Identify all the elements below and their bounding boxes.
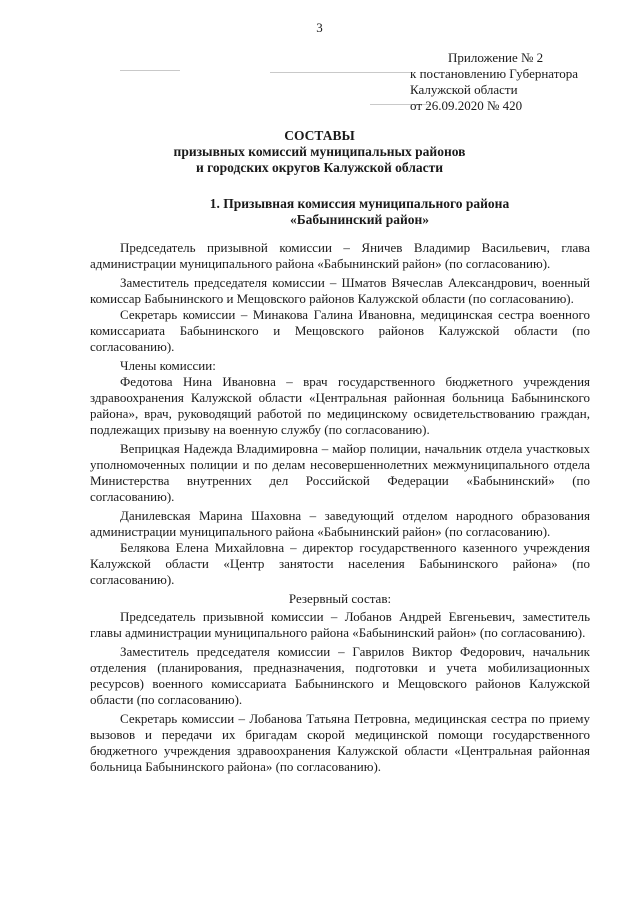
paragraph-reserve-deputy: Заместитель председателя комиссии – Гаврилов Виктор Федорович, начальник отделения (планирования, предназначения, подготовки и учета мобилизационных ресурсов) военного комиссариата Бабынинского и Мещовского районов Калужской области (по согласованию). [90, 644, 590, 707]
paragraph-member-4: Белякова Елена Михайловна – директор государственного казенного учреждения Калужской области «Центр занятости населения Бабынинского района» (по согласованию). [90, 540, 590, 587]
appendix-decree: к постановлению Губернатора [410, 66, 579, 81]
page-number: 3 [316, 20, 323, 35]
document-body [90, 240, 590, 778]
section-heading-line2: «Бабынинский район» [289, 212, 430, 227]
scan-artifact-line [270, 72, 410, 73]
paragraph-member-1: Федотова Нина Ивановна – врач государственного бюджетного учреждения здравоохранения Калужской области «Центральная районная больница Бабынинского района», врач, руководящий работой по медицинскому освидетельствованию граждан, подлежащих призыву на военную службу (по согласованию). [90, 374, 590, 437]
appendix-date: от 26.09.2020 № 420 [410, 98, 523, 113]
section-heading-line1: 1. Призывная комиссия муниципального района [209, 196, 510, 211]
document-subtitle-line1: призывных комиссий муниципальных районов [173, 144, 466, 159]
appendix-region: Калужской области [410, 82, 518, 97]
document-subtitle-line2: и городских округов Калужской области [195, 160, 444, 175]
paragraph-deputy: Заместитель председателя комиссии – Шматов Вячеслав Александрович, военный комиссар Бабынинского и Мещовского районов Калужской области (по согласованию). [90, 275, 590, 306]
paragraph-member-3: Данилевская Марина Шаховна – заведующий отделом народного образования администрации муниципального района «Бабынинский район» (по согласованию). [90, 508, 590, 539]
appendix-header [410, 50, 620, 114]
paragraph-chair: Председатель призывной комиссии – Яничев Владимир Васильевич, глава администрации муниципального района «Бабынинский район» (по согласованию). [90, 240, 590, 271]
members-label: Члены комиссии: [120, 358, 216, 373]
paragraph-member-2: Веприцкая Надежда Владимировна – майор полиции, начальник отдела участковых уполномоченных полиции и по делам несовершеннолетних межмуниципального отдела Министерства внутренних дел Российской Федерации «Бабынинский» (по согласованию). [90, 441, 590, 504]
scan-artifact-line [120, 70, 180, 71]
paragraph-reserve-chair: Председатель призывной комиссии – Лобанов Андрей Евгеньевич, заместитель главы администрации муниципального района «Бабынинский район» (по согласованию). [90, 609, 590, 640]
paragraph-secretary: Секретарь комиссии – Минакова Галина Ивановна, медицинская сестра военного комиссариата Бабынинского и Мещовского районов Калужской области (по согласованию). [90, 307, 590, 354]
appendix-number: Приложение № 2 [448, 50, 544, 65]
document-title: СОСТАВЫ [284, 128, 355, 143]
paragraph-reserve-secretary: Секретарь комиссии – Лобанова Татьяна Петровна, медицинская сестра по приему вызовов и передачи их бригадам скорой медицинской помощи государственного бюджетного учреждения здравоохранения Калужской области «Центральная районная больница Бабынинского района» (по согласованию). [90, 711, 590, 774]
reserve-label: Резервный состав: [288, 591, 392, 606]
